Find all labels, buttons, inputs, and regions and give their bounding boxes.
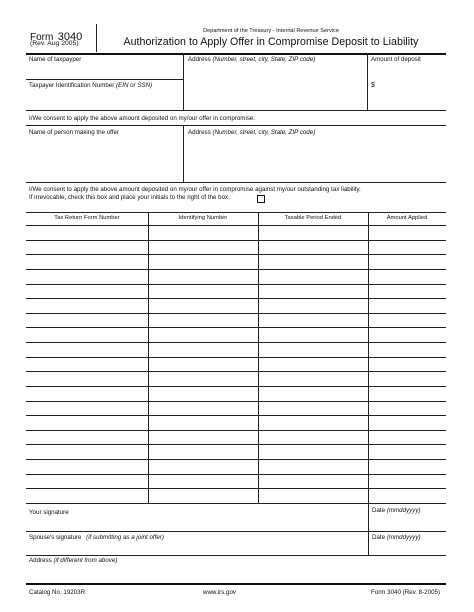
offer-maker-label: Name of person making the offer [29, 129, 119, 136]
spouse-signature-hint: (if submitting as a joint offer) [86, 534, 164, 541]
irrevocable-checkbox[interactable] [257, 195, 265, 203]
header-tax-return-form-number: Tax Return Form Number [54, 215, 120, 221]
alt-address-text: Address [29, 557, 52, 564]
tin-label [29, 83, 152, 89]
table-row[interactable] [27, 387, 445, 401]
tin-separator [26, 79, 183, 80]
tin-label-text: Taxpayer Identification Number [29, 82, 115, 89]
initials-field[interactable] [268, 193, 328, 204]
form-number: 3040 [57, 31, 83, 43]
revision-date: (Rev. Aug 2005) [30, 40, 79, 47]
spouse-date-field[interactable] [370, 541, 445, 553]
table-row[interactable] [27, 226, 445, 240]
catalog-number: Catalog No. 19203R [29, 589, 86, 596]
table-row[interactable] [27, 299, 445, 313]
form-label: Form [30, 32, 54, 43]
consent-line-2: I/We consent to apply the above amount deposited on my/our offer in compromise against my/our outstanding tax liability. [29, 186, 361, 193]
table-row[interactable] [27, 285, 445, 299]
spouse-date-hint: (mmddyyyy) [386, 534, 421, 541]
alt-address-field[interactable] [27, 565, 445, 581]
section2-bottom-rule [26, 182, 446, 183]
spouse-date-label-text: Date [372, 534, 386, 541]
table-row[interactable] [27, 416, 445, 430]
amount-deposit-field[interactable] [378, 78, 444, 92]
address-label-text: Address [188, 56, 211, 63]
tin-hint: (EIN or SSN) [116, 82, 153, 89]
taxpayer-name-label: Name of taxpayper [29, 56, 82, 63]
footer-top-rule [26, 583, 446, 585]
consent1-bottom-rule [26, 125, 446, 126]
header-taxable-period-ended: Taxable Period Ended [284, 215, 342, 221]
amount-deposit-label: Amount of deposit [371, 56, 421, 63]
your-signature-field[interactable] [27, 516, 367, 529]
date-hint: (mmddyyyy) [386, 507, 421, 514]
table-row[interactable] [27, 431, 445, 445]
irrevocable-instruction: If irrevocable, check this box and place your initials to the right of the box. [29, 194, 230, 201]
table-row[interactable] [27, 402, 445, 416]
offer-maker-address-field[interactable] [184, 137, 446, 179]
taxpayer-name-field[interactable] [27, 63, 183, 79]
section1-divider-b [367, 53, 368, 110]
footer-form-revision: Form 3040 (Rev. 8-2005) [371, 589, 441, 596]
department-line: Department of the Treasury - Internal Revenue Service [203, 28, 339, 34]
taxpayer-address-field[interactable] [184, 64, 366, 108]
table-row[interactable] [27, 328, 445, 342]
signature-date-divider-1 [368, 503, 369, 531]
table-row[interactable] [27, 445, 445, 459]
offer-maker-field[interactable] [27, 137, 183, 179]
table-row[interactable] [27, 475, 445, 489]
spouse-signature-field[interactable] [27, 541, 367, 553]
table-row[interactable] [27, 358, 445, 372]
table-row[interactable] [27, 372, 445, 386]
table-row[interactable] [27, 241, 445, 255]
table-row[interactable] [27, 255, 445, 269]
your-signature-date-field[interactable] [370, 515, 445, 529]
dollar-sign: $ [371, 82, 375, 89]
your-signature-date-label [372, 508, 421, 514]
irs-website: www.irs.gov [203, 589, 237, 596]
signature-row-rule [26, 531, 446, 532]
alt-address-label [29, 558, 117, 564]
table-row[interactable] [27, 489, 445, 503]
header-amount-applied: Amount Applied [386, 215, 428, 221]
date-label-text: Date [372, 507, 386, 514]
address-label-2 [188, 130, 315, 136]
tin-field[interactable] [27, 91, 183, 108]
alt-address-hint: (if different from above) [53, 557, 118, 564]
table-row[interactable] [27, 314, 445, 328]
address-label-1 [188, 57, 315, 63]
address-hint-2: (Number, street, city, State, ZIP code) [212, 129, 316, 136]
signature-date-divider-2 [368, 531, 369, 555]
table-top-rule [26, 212, 446, 213]
consent-line-1: I/We consent to apply the above amount deposited on my/our offer in compromise. [29, 115, 256, 122]
address-label-2-text: Address [188, 129, 211, 136]
your-signature-label: Your signature [29, 509, 69, 516]
table-row-rule [26, 503, 446, 504]
table-row[interactable] [27, 343, 445, 357]
spouse-row-rule [26, 555, 446, 556]
table-row[interactable] [27, 270, 445, 284]
spouse-signature-text: Spouse's signature [29, 534, 82, 541]
header-identifying-number: Identifying Number [178, 215, 228, 221]
header-bottom-rule [26, 53, 446, 55]
address-hint: (Number, street, city, State, ZIP code) [212, 56, 316, 63]
form-title: Authorization to Apply Offer in Compromise Deposit to Liability [123, 36, 419, 48]
section1-bottom-rule [26, 110, 446, 111]
table-row[interactable] [27, 460, 445, 474]
